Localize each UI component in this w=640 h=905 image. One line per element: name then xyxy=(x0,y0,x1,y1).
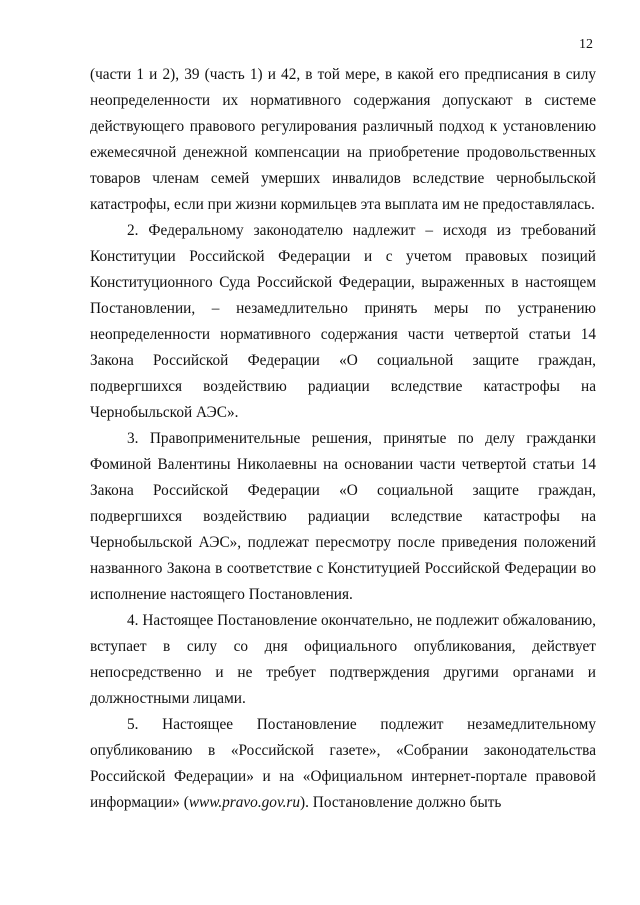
paragraph-item-4: 4. Настоящее Постановление окончательно, не подлежит обжалованию, вступает в силу со дня официального опубликования, действует непосредственно и не требует подтверждения другими органами и должностными лицами. xyxy=(90,612,596,707)
document-body xyxy=(90,62,596,816)
paragraph-item-5-tail: ). Постановление должно быть xyxy=(300,794,502,811)
pravo-link[interactable]: www.pravo.gov.ru xyxy=(188,794,301,811)
paragraph-item-5-text: 5. Настоящее Постановление подлежит незамедлительному опубликованию в «Российской газете», «Собрании законодательства Российской Федерации» и на «Официальном интернет-портале правовой информации» ( xyxy=(90,716,596,811)
paragraph-item-2: 2. Федеральному законодателю надлежит – исходя из требований Конституции Российской Федерации и с учетом правовых позиций Конституционного Суда Российской Федерации, выраженных в настоящем Постановлении, – незамедлительно принять меры по устранению неопределенности нормативного содержания части четвертой статьи 14 Закона Российской Федерации «О социальной защите граждан, подвергшихся воздействию радиации вследствие катастрофы на Чернобыльской АЭС». xyxy=(90,222,596,421)
paragraph-item-5 xyxy=(90,712,596,816)
paragraph-item-3: 3. Правоприменительные решения, принятые по делу гражданки Фоминой Валентины Николаевны на основании части четвертой статьи 14 Закона Российской Федерации «О социальной защите граждан, подвергшихся воздействию радиации вследствие катастрофы на Чернобыльской АЭС», подлежат пересмотру после приведения положений названного Закона в соответствие с Конституцией Российской Федерации во исполнение настоящего Постановления. xyxy=(90,430,596,603)
page-number: 12 xyxy=(579,37,593,52)
paragraph-continuation: (части 1 и 2), 39 (часть 1) и 42, в той мере, в какой его предписания в силу неопределенности их нормативного содержания допускают в системе действующего правового регулирования различный подход к установлению ежемесячной денежной компенсации на приобретение продовольственных товаров членам семей умерших инвалидов вследствие чернобыльской катастрофы, если при жизни кормильцев эта выплата им не предоставлялась. xyxy=(90,66,596,213)
